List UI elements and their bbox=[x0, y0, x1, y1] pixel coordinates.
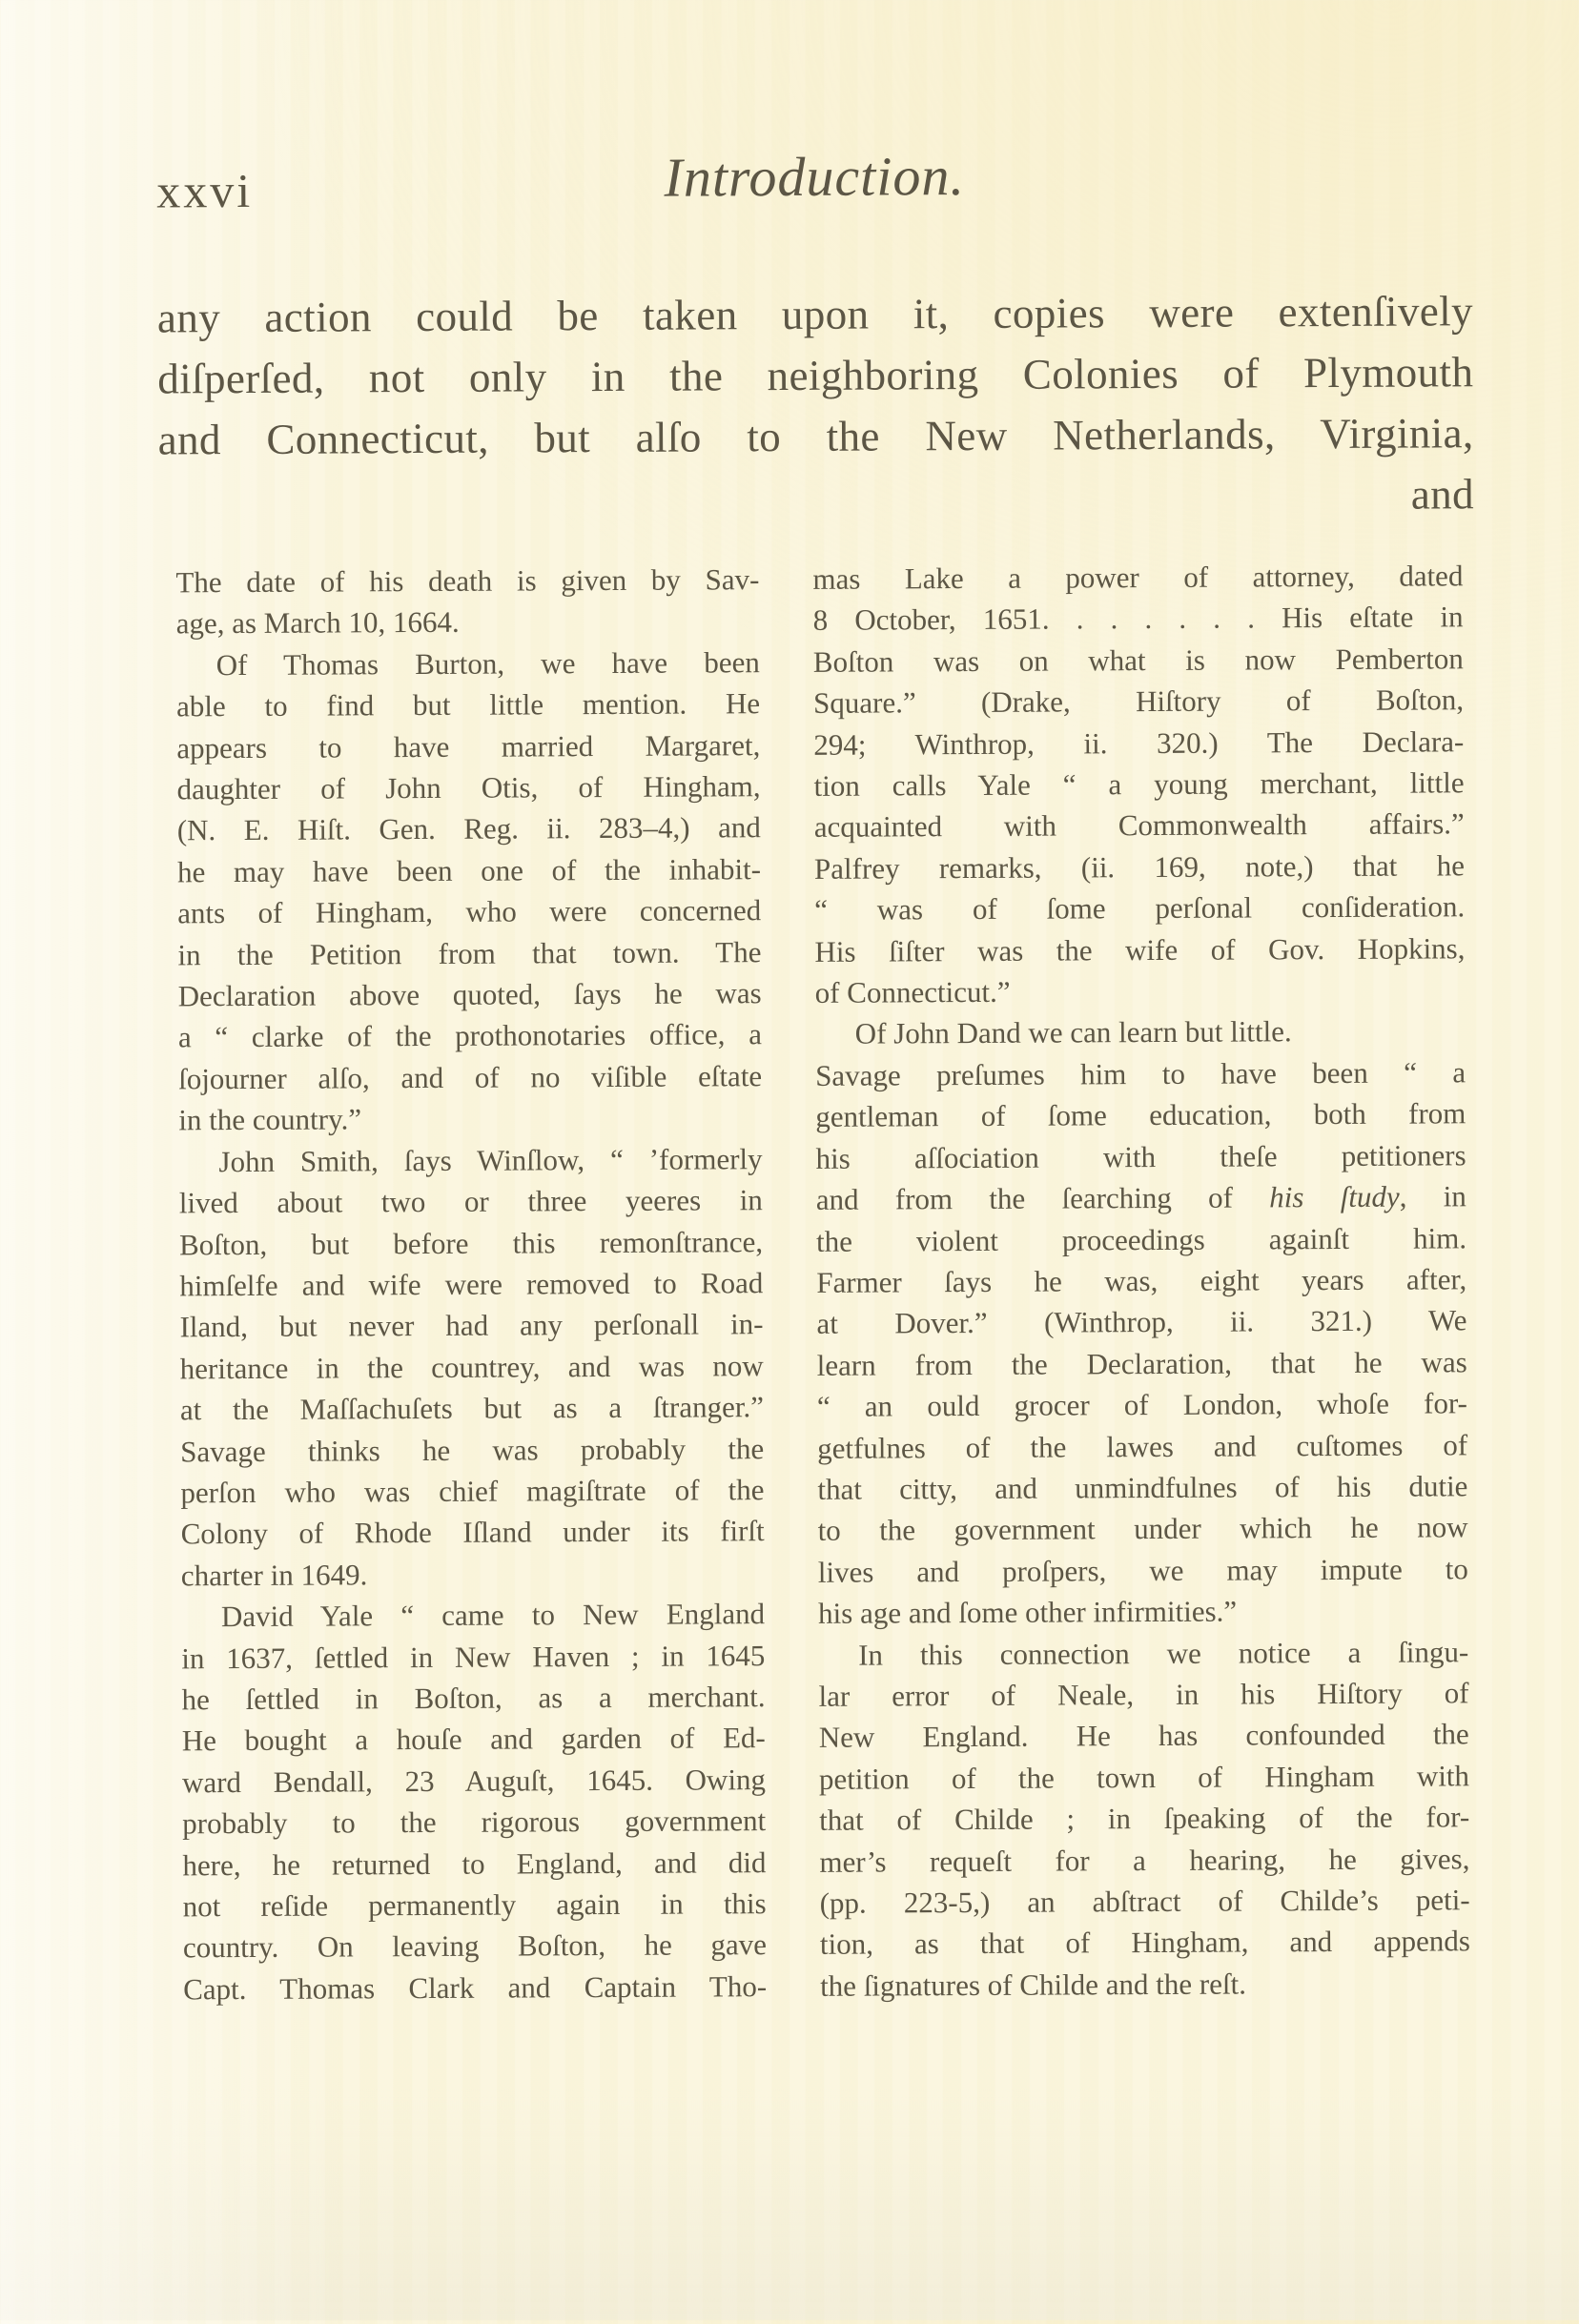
text-line: Boſton, but before this remonſtrance, bbox=[178, 1224, 764, 1261]
text-segment: and from the ſearching of bbox=[815, 1180, 1270, 1216]
text-line: at Dover.” (Winthrop, ii. 321.) We bbox=[816, 1303, 1467, 1341]
running-header bbox=[0, 141, 1573, 237]
text-line: to the government under which he now bbox=[817, 1510, 1468, 1548]
text-line: He bought a houſe and garden of Ed- bbox=[181, 1721, 766, 1758]
text-line: getfulnes of the lawes and cuſtomes of bbox=[817, 1427, 1468, 1465]
text-line: country. On leaving Boſton, he gave bbox=[182, 1927, 768, 1965]
text-line: daughter of John Otis, of Hingham, bbox=[176, 769, 761, 806]
text-line: age, as March 10, 1664. bbox=[175, 605, 460, 641]
text-line: lived about two or three yeeres in bbox=[178, 1183, 763, 1220]
text-line: appears to have married Margaret, bbox=[176, 727, 761, 764]
text-line: ſojourner alſo, and of no viſible eſtate bbox=[178, 1059, 763, 1096]
text-line: in the Petition from that town. The bbox=[177, 934, 762, 972]
intro-paragraph bbox=[157, 280, 1474, 531]
text-line: in 1637, ſettled in New Haven ; in 1645 bbox=[181, 1638, 766, 1675]
text-line: Colony of Rhode Iſland under its firſt bbox=[180, 1514, 765, 1551]
text-line: able to find but little mention. He bbox=[176, 686, 761, 724]
text-line: he ſettled in Boſton, as a merchant. bbox=[181, 1680, 766, 1717]
text-line: learn from the Declaration, that he was bbox=[816, 1344, 1467, 1382]
text-line: any action could be taken upon it, copies were extenſively bbox=[156, 287, 1474, 342]
text-line: lar error of Neale, in his Hiſtory of bbox=[818, 1676, 1469, 1713]
text-line: ward Bendall, 23 Auguſt, 1645. Owing bbox=[181, 1762, 767, 1800]
text-line: at the Maſſachuſets but as a ſtranger.” bbox=[179, 1390, 765, 1427]
text-line: the ſignatures of Childe and the reſt. bbox=[820, 1967, 1247, 2003]
text-line: mas Lake a power of attorney, dated bbox=[812, 559, 1464, 596]
text-line: petition of the town of Hingham with bbox=[818, 1759, 1470, 1796]
text-line: ants of Hingham, who were concerned bbox=[177, 893, 762, 930]
text-line: Declaration above quoted, ſays he was bbox=[177, 976, 762, 1013]
text-line: and Connecticut, but alſo to the New Netherlands, Virginia, bbox=[157, 409, 1474, 464]
text-line: Square.” (Drake, Hiſtory of Boſton, bbox=[813, 683, 1465, 721]
text-line: charter in 1649. bbox=[180, 1558, 368, 1593]
text-line: acquainted with Commonwealth affairs.” bbox=[813, 806, 1465, 845]
footnote-column-left bbox=[175, 559, 767, 2009]
text-line: heritance in the countrey, and was now bbox=[179, 1348, 764, 1386]
text-segment: , in bbox=[1399, 1179, 1466, 1213]
text-line: here, he returned to England, and did bbox=[182, 1845, 767, 1882]
text-line: and bbox=[1410, 470, 1475, 519]
text-line: his age and ſome other infirmities.” bbox=[818, 1594, 1238, 1631]
text-line: In this connection we notice a ſingu- bbox=[858, 1634, 1469, 1672]
text-line: tion, as that of Hingham, and appends bbox=[819, 1924, 1470, 1962]
text-line: Iland, but never had any perſonall in- bbox=[179, 1307, 764, 1344]
text-line: Of John Dand we can learn but little. bbox=[854, 1014, 1292, 1051]
text-line: Capt. Thomas Clark and Captain Tho- bbox=[183, 1968, 768, 2007]
text-line: diſperſed, not only in the neighboring Colonies of Plymouth bbox=[157, 348, 1474, 403]
text-line: Palfrey remarks, (ii. 169, note,) that he bbox=[813, 848, 1466, 886]
text-line: His ſiſter was the wife of Gov. Hopkins, bbox=[814, 930, 1466, 968]
text-line: the violent proceedings againſt him. bbox=[815, 1220, 1467, 1258]
text-line: not reſide permanently again in this bbox=[182, 1886, 767, 1924]
text-line bbox=[816, 1175, 1466, 1220]
text-line: Of Thomas Burton, we have been bbox=[215, 644, 760, 682]
text-line: (pp. 223-5,) an abſtract of Childe’s peti- bbox=[819, 1883, 1470, 1920]
text-line: 8 October, 1651. . . . . . . His eſtate in bbox=[812, 600, 1464, 638]
text-line: he may have been one of the inhabit- bbox=[176, 851, 762, 889]
text-line: Farmer ſays he was, eight years after, bbox=[816, 1262, 1467, 1299]
text-line: of Connecticut.” bbox=[814, 974, 1011, 1009]
text-line: John Smith, ſays Winſlow, “ ’formerly bbox=[218, 1141, 763, 1178]
text-line: probably to the rigorous government bbox=[182, 1804, 767, 1841]
text-line: Savage preſumes him to have been “ a bbox=[815, 1055, 1466, 1092]
text-line: The date of his death is given by Sav- bbox=[175, 562, 760, 600]
book-page-scan bbox=[0, 141, 1579, 2324]
text-line: Boſton was on what is now Pemberton bbox=[812, 642, 1464, 679]
italic-text: his ſtudy bbox=[1269, 1179, 1400, 1214]
text-line: perſon who was chief magiſtrate of the bbox=[180, 1473, 765, 1510]
text-line: lives and proſpers, we may impute to bbox=[817, 1552, 1468, 1589]
text-line: a “ clarke of the prothonotaries office, a bbox=[177, 1017, 763, 1054]
footnote-column-right bbox=[812, 555, 1470, 2007]
text-line: “ was of ſome perſonal conſideration. bbox=[814, 889, 1466, 928]
text-line: 294; Winthrop, ii. 320.) The Declara- bbox=[813, 724, 1465, 762]
text-line: mer’s requeſt for a hearing, he gives, bbox=[819, 1841, 1470, 1879]
text-line: in the country.” bbox=[178, 1102, 362, 1137]
text-line: Savage thinks he was probably the bbox=[180, 1431, 765, 1468]
page-title: Introduction. bbox=[664, 145, 966, 209]
text-line: that citty, and unmindfulnes of his dutie bbox=[817, 1469, 1468, 1506]
text-line: himſelfe and wife were removed to Road bbox=[179, 1266, 764, 1303]
text-line: New England. He has confounded the bbox=[818, 1717, 1469, 1755]
text-line: (N. E. Hiſt. Gen. Reg. ii. 283–4,) and bbox=[176, 810, 761, 847]
text-line: gentleman of ſome education, both from bbox=[815, 1096, 1466, 1134]
text-line: David Yale “ came to New England bbox=[220, 1597, 766, 1634]
text-line: his aſſociation with theſe petitioners bbox=[815, 1137, 1466, 1175]
page-number: xxvi bbox=[156, 163, 254, 218]
text-line: “ an ould grocer of London, whoſe for- bbox=[816, 1386, 1468, 1423]
text-line: that of Childe ; in ſpeaking of the for- bbox=[819, 1800, 1470, 1838]
footnote-columns bbox=[175, 555, 1470, 2009]
text-line: tion calls Yale “ a young merchant, little bbox=[813, 765, 1465, 803]
